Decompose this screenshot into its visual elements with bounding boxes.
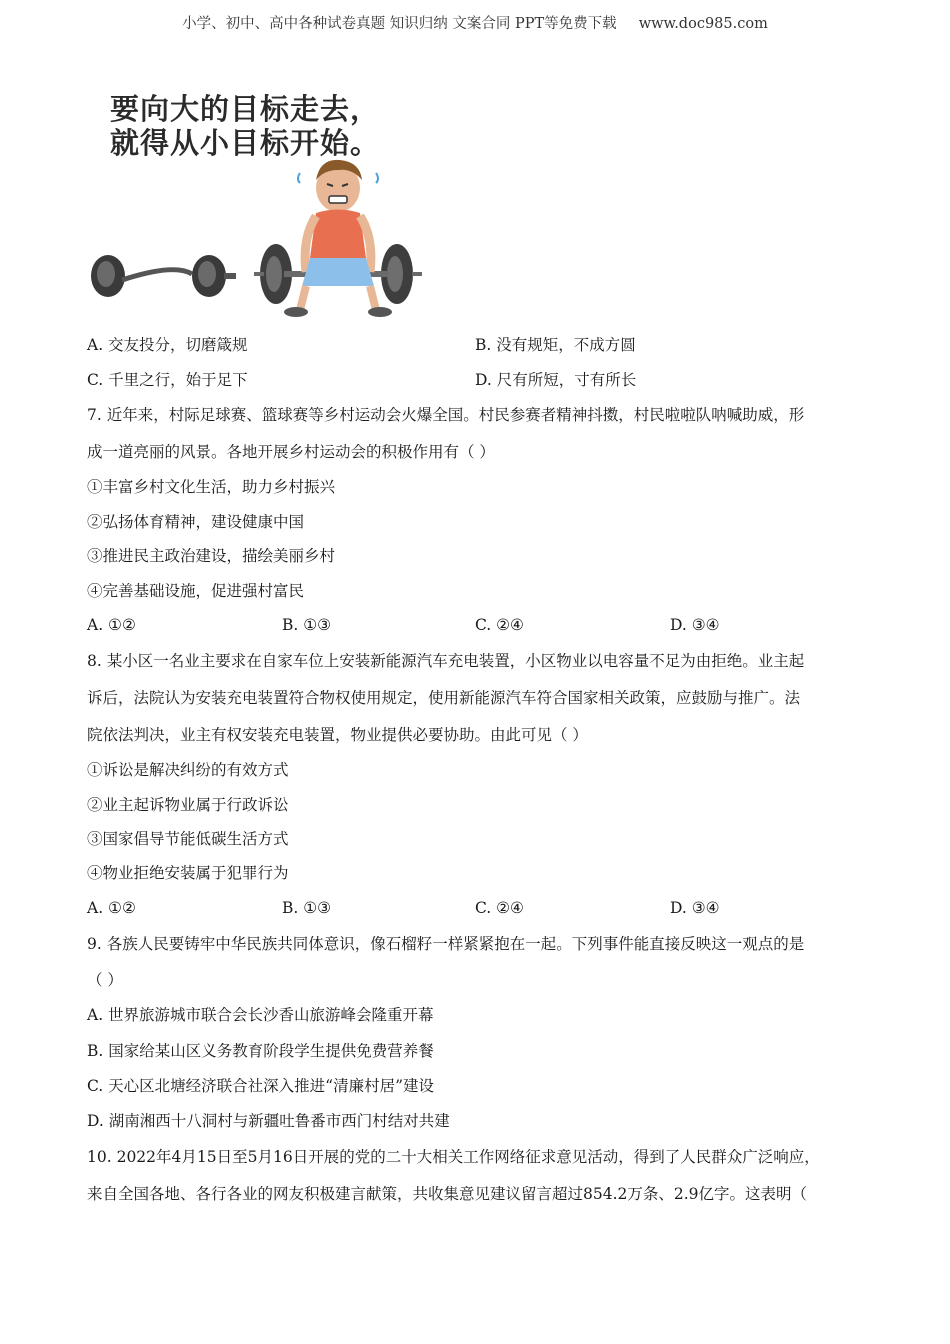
- q8-stem-line-3: 院依法判决，业主有权安装充电装置，物业提供必要协助。由此可见（ ）: [87, 726, 588, 744]
- q6-option-c: C. 千里之行，始于足下: [87, 371, 248, 389]
- q7-item-1: ①丰富乡村文化生活，助力乡村振兴: [87, 478, 336, 496]
- slogan-line-2: 就得从小目标开始。: [110, 126, 381, 160]
- weightlifter-figure: [284, 160, 392, 317]
- q7-option-d: D. ③④: [670, 616, 720, 634]
- q6-option-b: B. 没有规矩，不成方圆: [475, 336, 636, 354]
- small-barbell-icon: [91, 255, 236, 297]
- q8-item-1: ①诉讼是解决纠纷的有效方式: [87, 761, 289, 779]
- q7-item-4: ④完善基础设施，促进强村富民: [87, 582, 305, 600]
- header-site: www.doc985.com: [638, 16, 768, 32]
- q8-option-d: D. ③④: [670, 899, 720, 917]
- q8-stem-line-2: 诉后，法院认为安装充电装置符合物权使用规定，使用新能源汽车符合国家相关政策，应鼓励与推广。法: [87, 689, 801, 707]
- q9-option-b: B. 国家给某山区义务教育阶段学生提供免费营养餐: [87, 1042, 434, 1060]
- q8-stem-line-1: 8. 某小区一名业主要求在自家车位上安装新能源汽车充电装置，小区物业以电容量不足为由拒绝。业主起: [87, 652, 805, 670]
- q10-stem-line-1: 10. 2022年4月15日至5月16日开展的党的二十大相关工作网络征求意见活动，得到了人民群众广泛响应，: [87, 1148, 820, 1166]
- q9-option-a: A. 世界旅游城市联合会长沙香山旅游峰会隆重开幕: [87, 1006, 434, 1024]
- cartoon-slogan: [110, 92, 380, 160]
- q6-option-a: A. 交友投分，切磨箴规: [87, 336, 248, 354]
- q8-item-2: ②业主起诉物业属于行政诉讼: [87, 796, 289, 814]
- q8-option-a: A. ①②: [87, 899, 136, 917]
- header-text: 小学、初中、高中各种试卷真题 知识归纳 文案合同 PPT等免费下载: [182, 16, 617, 32]
- q7-stem-line-2: 成一道亮丽的风景。各地开展乡村运动会的积极作用有（ ）: [87, 443, 495, 461]
- q7-item-2: ②弘扬体育精神，建设健康中国: [87, 513, 305, 531]
- q7-option-a: A. ①②: [87, 616, 136, 634]
- q7-stem-line-1: 7. 近年来，村际足球赛、篮球赛等乡村运动会火爆全国。村民参赛者精神抖擞，村民啦啦队呐喊助威，形: [87, 406, 805, 424]
- q8-option-b: B. ①③: [282, 899, 332, 917]
- q10-stem-line-2: 来自全国各地、各行各业的网友积极建言献策，共收集意见建议留言超过854.2万条、2.9亿字。这表明（: [87, 1185, 808, 1203]
- q7-option-c: C. ②④: [475, 616, 524, 634]
- slogan-line-1: 要向大的目标走去，: [110, 92, 381, 126]
- q8-item-3: ③国家倡导节能低碳生活方式: [87, 830, 289, 848]
- q9-option-c: C. 天心区北塘经济联合社深入推进“清廉村居”建设: [87, 1077, 435, 1095]
- q7-option-b: B. ①③: [282, 616, 332, 634]
- page-header: [0, 12, 950, 33]
- q8-option-c: C. ②④: [475, 899, 524, 917]
- q9-stem-line-1: 9. 各族人民要铸牢中华民族共同体意识，像石榴籽一样紧紧抱在一起。下列事件能直接反映这一观点的是: [87, 935, 805, 953]
- q9-option-d: D. 湖南湘西十八洞村与新疆吐鲁番市西门村结对共建: [87, 1112, 450, 1130]
- q7-item-3: ③推进民主政治建设，描绘美丽乡村: [87, 547, 336, 565]
- q9-stem-line-2: （ ）: [87, 971, 123, 989]
- q8-item-4: ④物业拒绝安装属于犯罪行为: [87, 864, 289, 882]
- q6-option-d: D. 尺有所短，寸有所长: [475, 371, 637, 389]
